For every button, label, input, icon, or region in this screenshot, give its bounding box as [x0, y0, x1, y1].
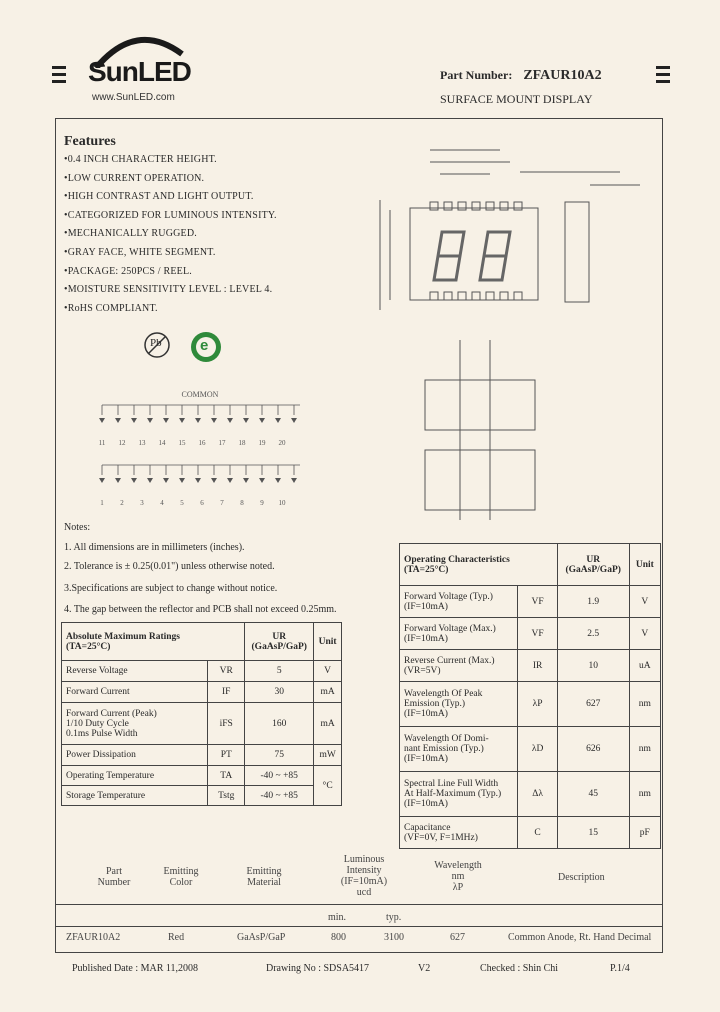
pin-label: 10: [278, 499, 286, 507]
hdr-min: min.: [328, 912, 347, 923]
sym-cell: IF: [208, 682, 245, 703]
pin-label: 13: [138, 439, 146, 447]
e-label: e: [200, 337, 209, 354]
param-line: (VF=0V, F=1MHz): [404, 832, 478, 843]
param-line: Wavelength Of Peak: [404, 689, 483, 699]
hdr-line: Material: [247, 877, 281, 888]
param-line: nant Emission (Typ.): [404, 744, 484, 754]
param-line: 1/10 Duty Cycle: [66, 718, 129, 729]
sym-cell: λP: [518, 682, 557, 727]
part-number: ZFAUR10A2: [523, 68, 602, 83]
param-line: (VR=5V): [404, 665, 441, 676]
param-line: Emission (Typ.): [404, 699, 466, 709]
sym-cell: VF: [518, 618, 557, 650]
hdr-line: Part: [105, 866, 123, 877]
seven-segment-digits: [434, 232, 510, 280]
op-title: Operating Characteristics: [404, 554, 510, 565]
top-pads: [430, 202, 522, 210]
pin-label: 1: [100, 499, 104, 507]
abs-col-sub: (GaAsP/GaP): [251, 641, 307, 652]
op-unit-head: Unit: [629, 544, 660, 586]
param-line: (IF=10mA): [404, 754, 448, 764]
dimension-lines: [380, 150, 640, 310]
sym-cell: Tstg: [208, 786, 245, 806]
param-line: Capacitance: [404, 822, 451, 833]
note-item: 1. All dimensions are in millimeters (inches).: [64, 542, 245, 553]
table-row: [400, 727, 661, 772]
note-item: 3.Specifications are subject to change without notice.: [64, 583, 278, 594]
val-cell: 1.9: [557, 586, 629, 618]
hdr-material: [224, 866, 304, 888]
pin-label: 20: [278, 439, 286, 447]
val-cell: 75: [245, 745, 314, 766]
param-line: Spectral Line Full Width: [404, 779, 499, 789]
note-item: 4. The gap between the reflector and PCB shall not exceed 0.25mm.: [64, 604, 337, 615]
hdr-line: (IF=10mA): [340, 876, 388, 887]
circuit-diagram: [90, 385, 320, 515]
param-line: (IF=10mA): [404, 633, 448, 644]
abs-title2: (TA=25°C): [66, 641, 111, 652]
pin-label: 17: [218, 439, 226, 447]
val-cell: 15: [557, 817, 629, 849]
sym-cell: VF: [518, 586, 557, 618]
pin-label: 18: [238, 439, 246, 447]
table-row: [400, 618, 661, 650]
features-list: [64, 151, 277, 318]
op-col-head: UR: [586, 554, 601, 565]
param-line: Forward Voltage (Typ.): [404, 591, 493, 602]
row-wl: 627: [450, 932, 465, 943]
table-row: [62, 682, 342, 703]
product-type: SURFACE MOUNT DISPLAY: [440, 92, 593, 106]
unit-cell: V: [629, 618, 660, 650]
table-row: [400, 682, 661, 727]
sym-cell: C: [518, 817, 557, 849]
param-cell: Storage Temperature: [62, 786, 208, 806]
feature-item: •HIGH CONTRAST AND LIGHT OUTPUT.: [64, 191, 254, 203]
table-row: [400, 817, 661, 849]
table-row: [400, 650, 661, 682]
hdr-description: Description: [558, 872, 605, 883]
unit-cell: mA: [314, 703, 342, 745]
notes: [64, 522, 337, 615]
note-item: 2. Tolerance is ± 0.25(0.01") unless otherwise noted.: [64, 561, 275, 572]
feature-item: •LOW CURRENT OPERATION.: [64, 172, 205, 184]
feature-item: •GRAY FACE, WHITE SEGMENT.: [64, 246, 216, 258]
part-number-header: [440, 68, 602, 84]
package-outline: [410, 208, 538, 300]
pin-label: 15: [178, 439, 186, 447]
logo-text: SunLED: [88, 56, 191, 87]
param-line: Forward Current (Peak): [66, 708, 157, 719]
unit-cell: V: [314, 661, 342, 682]
feature-item: •PACKAGE: 250PCS / REEL.: [64, 265, 192, 277]
feature-item: •MECHANICALLY RUGGED.: [64, 228, 197, 240]
hdr-color: [141, 866, 221, 888]
pin-label: 5: [180, 499, 184, 507]
sym-cell: Δλ: [518, 772, 557, 817]
drawing-number: Drawing No : SDSA5417: [266, 963, 370, 974]
table-row: [62, 745, 342, 766]
pin-label: 2: [120, 499, 124, 507]
abs-unit-head: Unit: [314, 623, 342, 661]
pin-label: 16: [198, 439, 206, 447]
hdr-line: Emitting: [246, 866, 282, 877]
unit-cell: nm: [629, 682, 660, 727]
hdr-wavelength: [418, 860, 498, 893]
param-cell: [62, 703, 208, 745]
abs-max-table: [61, 622, 342, 806]
table-row: [62, 703, 342, 745]
abs-title: Absolute Maximum Ratings: [66, 631, 181, 642]
page-number: P.1/4: [610, 963, 630, 974]
pin-label: 3: [140, 499, 144, 507]
rohs-e-icon: [189, 330, 223, 364]
unit-cell: V: [629, 586, 660, 618]
unit-cell: pF: [629, 817, 660, 849]
val-cell: 5: [245, 661, 314, 682]
row-material: GaAsP/GaP: [237, 932, 286, 943]
table-row: [62, 766, 342, 786]
mechanical-drawing: [370, 140, 650, 530]
row-part: ZFAUR10A2: [66, 932, 121, 943]
param-line: Reverse Current (Max.): [404, 655, 495, 666]
feature-item: •CATEGORIZED FOR LUMINOUS INTENSITY.: [64, 209, 277, 221]
hdr-line: ucd: [356, 887, 372, 898]
row-typ: 3100: [384, 932, 404, 943]
unit-cell: mW: [314, 745, 342, 766]
param-cell: Operating Temperature: [62, 766, 208, 786]
row-min: 800: [331, 932, 346, 943]
selection-guide: [56, 852, 662, 952]
abs-col-head: UR: [272, 631, 287, 642]
op-col-sub: (GaAsP/GaP): [565, 564, 621, 575]
val-cell: 2.5: [557, 618, 629, 650]
val-cell: 45: [557, 772, 629, 817]
sym-cell: iFS: [208, 703, 245, 745]
table-row: [400, 586, 661, 618]
pin-label: 12: [118, 439, 126, 447]
param-cell: Power Dissipation: [62, 745, 208, 766]
param-cell: Forward Current: [62, 682, 208, 703]
hdr-line: Luminous: [343, 854, 385, 865]
pb-label: Pb: [150, 337, 162, 349]
feature-item: •MOISTURE SENSITIVITY LEVEL : LEVEL 4.: [64, 284, 273, 296]
val-cell: 160: [245, 703, 314, 745]
sym-cell: PT: [208, 745, 245, 766]
val-cell: 627: [557, 682, 629, 727]
pin-label: 9: [260, 499, 264, 507]
param-line: Forward Voltage (Max.): [404, 623, 496, 634]
sym-cell: λD: [518, 727, 557, 772]
pin-label: 4: [160, 499, 164, 507]
hdr-line: Wavelength: [434, 860, 482, 871]
checked-by: Checked : Shin Chi: [480, 963, 559, 974]
hdr-line: nm: [451, 871, 465, 882]
circuit-title: COMMON: [181, 390, 219, 399]
param-line: (IF=10mA): [404, 709, 448, 719]
unit-cell: °C: [314, 766, 342, 806]
published-date: Published Date : MAR 11,2008: [72, 963, 199, 974]
notes-title: Notes:: [64, 522, 91, 533]
param-line: 0.1ms Pulse Width: [66, 728, 138, 739]
param-cell: Reverse Voltage: [62, 661, 208, 682]
op-char-table: [399, 543, 661, 849]
part-label: Part Number:: [440, 68, 513, 82]
unit-cell: mA: [314, 682, 342, 703]
website[interactable]: www.SunLED.com: [92, 92, 175, 103]
hdr-line: Intensity: [346, 865, 382, 876]
sym-cell: TA: [208, 766, 245, 786]
row-color: Red: [168, 932, 185, 943]
pin-label: 7: [220, 499, 224, 507]
val-cell: -40 ~ +85: [245, 766, 314, 786]
pin-label: 14: [158, 439, 166, 447]
table-row: [400, 772, 661, 817]
features-title: Features: [64, 134, 116, 149]
unit-cell: uA: [629, 650, 660, 682]
hdr-line: Color: [169, 877, 193, 888]
sunled-logo: [86, 28, 196, 108]
side-view: [565, 202, 589, 302]
hdr-line: Emitting: [163, 866, 199, 877]
divider: [56, 904, 662, 905]
divider: [56, 926, 662, 927]
val-cell: -40 ~ +85: [245, 786, 314, 806]
bottom-pads: [430, 292, 522, 300]
hdr-luminous: [324, 854, 404, 898]
param-line: (IF=10mA): [404, 601, 448, 612]
hdr-typ: typ.: [386, 912, 402, 923]
feature-item: •0.4 INCH CHARACTER HEIGHT.: [64, 154, 217, 165]
version: V2: [418, 963, 431, 974]
val-cell: 626: [557, 727, 629, 772]
unit-cell: nm: [629, 727, 660, 772]
table-row: [62, 661, 342, 682]
hdr-line: Number: [97, 877, 131, 888]
param-line: (IF=10mA): [404, 799, 448, 809]
feature-item: •RoHS COMPLIANT.: [64, 302, 158, 314]
pb-free-icon: [142, 330, 172, 360]
pin-label: 19: [258, 439, 266, 447]
param-line: Wavelength Of Domi-: [404, 734, 489, 744]
pin-label: 11: [98, 439, 106, 447]
op-title2: (TA=25°C): [404, 564, 449, 575]
param-line: At Half-Maximum (Typ.): [404, 789, 502, 799]
row-desc: Common Anode, Rt. Hand Decimal: [508, 932, 652, 943]
pin-label: 8: [240, 499, 244, 507]
bottom-view: [425, 340, 535, 520]
table-row: [62, 786, 342, 806]
hdr-line: λP: [452, 882, 464, 893]
sym-cell: VR: [208, 661, 245, 682]
sym-cell: IR: [518, 650, 557, 682]
val-cell: 30: [245, 682, 314, 703]
unit-cell: nm: [629, 772, 660, 817]
val-cell: 10: [557, 650, 629, 682]
pin-label: 6: [200, 499, 204, 507]
